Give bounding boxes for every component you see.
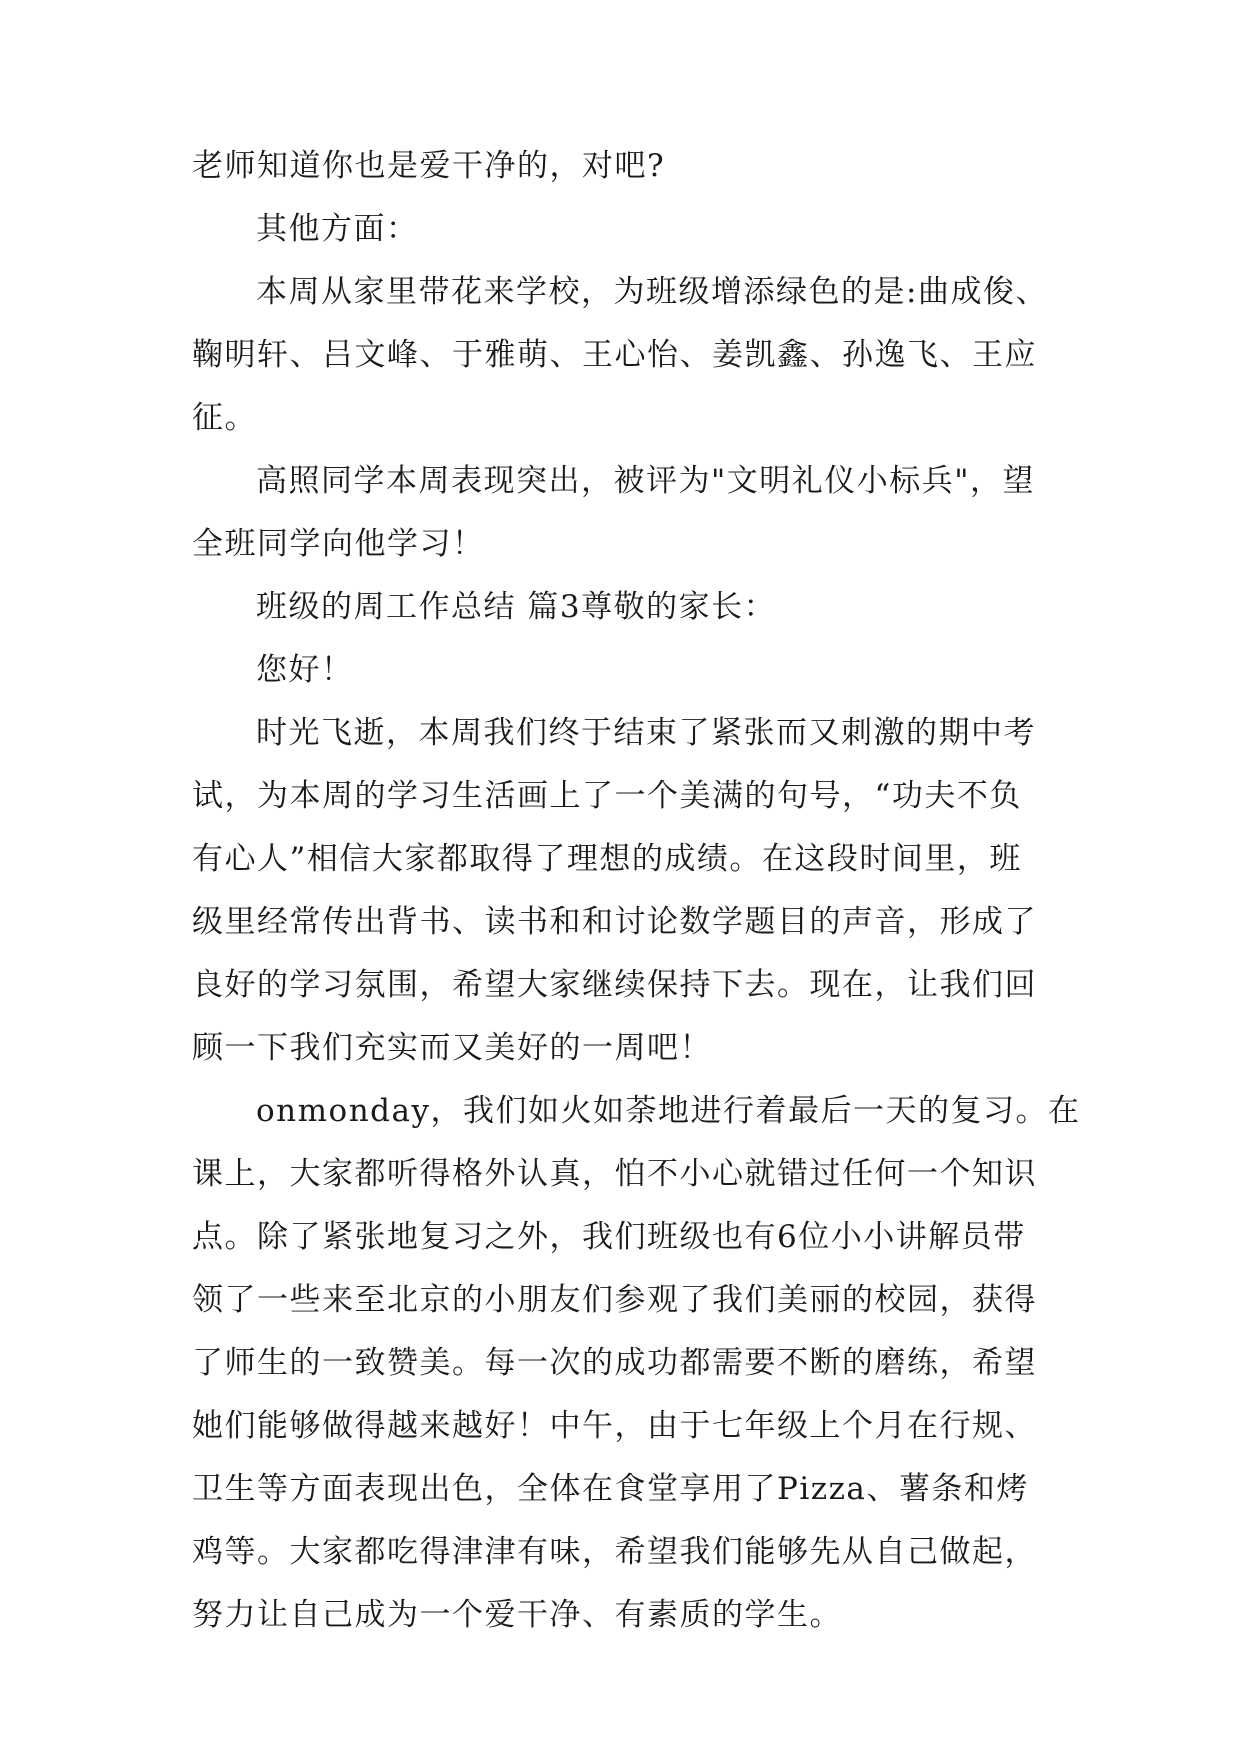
text-line: 其他方面： <box>256 211 419 247</box>
text-line: 本周从家里带花来学校，为班级增添绿色的是:曲成俊、 <box>256 274 1048 310</box>
text-line: 良好的学习氛围，希望大家继续保持下去。现在，让我们回 <box>192 967 1037 1003</box>
text-line: 征。 <box>192 400 257 436</box>
text-line: 全班同学向他学习！ <box>192 526 485 562</box>
text-line: 课上，大家都听得格外认真，怕不小心就错过任何一个知识 <box>192 1156 1037 1192</box>
text-line: 试，为本周的学习生活画上了一个美满的句号，“功夫不负 <box>192 778 1022 814</box>
text-line: 卫生等方面表现出色，全体在食堂享用了Pizza、薯条和烤 <box>192 1471 1029 1507</box>
text-line: onmonday，我们如火如荼地进行着最后一天的复习。在 <box>256 1093 1081 1129</box>
text-line: 领了一些来至北京的小朋友们参观了我们美丽的校园，获得 <box>192 1282 1037 1318</box>
text-line: 她们能够做得越来越好！中午，由于七年级上个月在行规、 <box>192 1408 1037 1444</box>
text-line: 鸡等。大家都吃得津津有味，希望我们能够先从自己做起， <box>192 1534 1037 1570</box>
text-line: 高照同学本周表现突出，被评为"文明礼仪小标兵"，望 <box>256 463 1036 499</box>
text-line: 班级的周工作总结 篇3尊敬的家长： <box>256 589 777 625</box>
text-line: 了师生的一致赞美。每一次的成功都需要不断的磨练，希望 <box>192 1345 1037 1381</box>
text-line: 级里经常传出背书、读书和和讨论数学题目的声音，形成了 <box>192 904 1037 940</box>
text-line: 点。除了紧张地复习之外，我们班级也有6位小小讲解员带 <box>192 1219 1026 1255</box>
text-line: 您好！ <box>256 652 354 688</box>
text-line: 顾一下我们充实而又美好的一周吧！ <box>192 1030 712 1066</box>
text-line: 鞠明轩、吕文峰、于雅萌、王心怡、姜凯鑫、孙逸飞、王应 <box>192 337 1037 373</box>
text-line: 时光飞逝，本周我们终于结束了紧张而又刺激的期中考 <box>256 715 1036 751</box>
text-line: 努力让自己成为一个爱干净、有素质的学生。 <box>192 1597 842 1633</box>
text-line: 有心人”相信大家都取得了理想的成绩。在这段时间里，班 <box>192 841 1022 877</box>
text-line: 老师知道你也是爱干净的，对吧? <box>192 148 666 184</box>
